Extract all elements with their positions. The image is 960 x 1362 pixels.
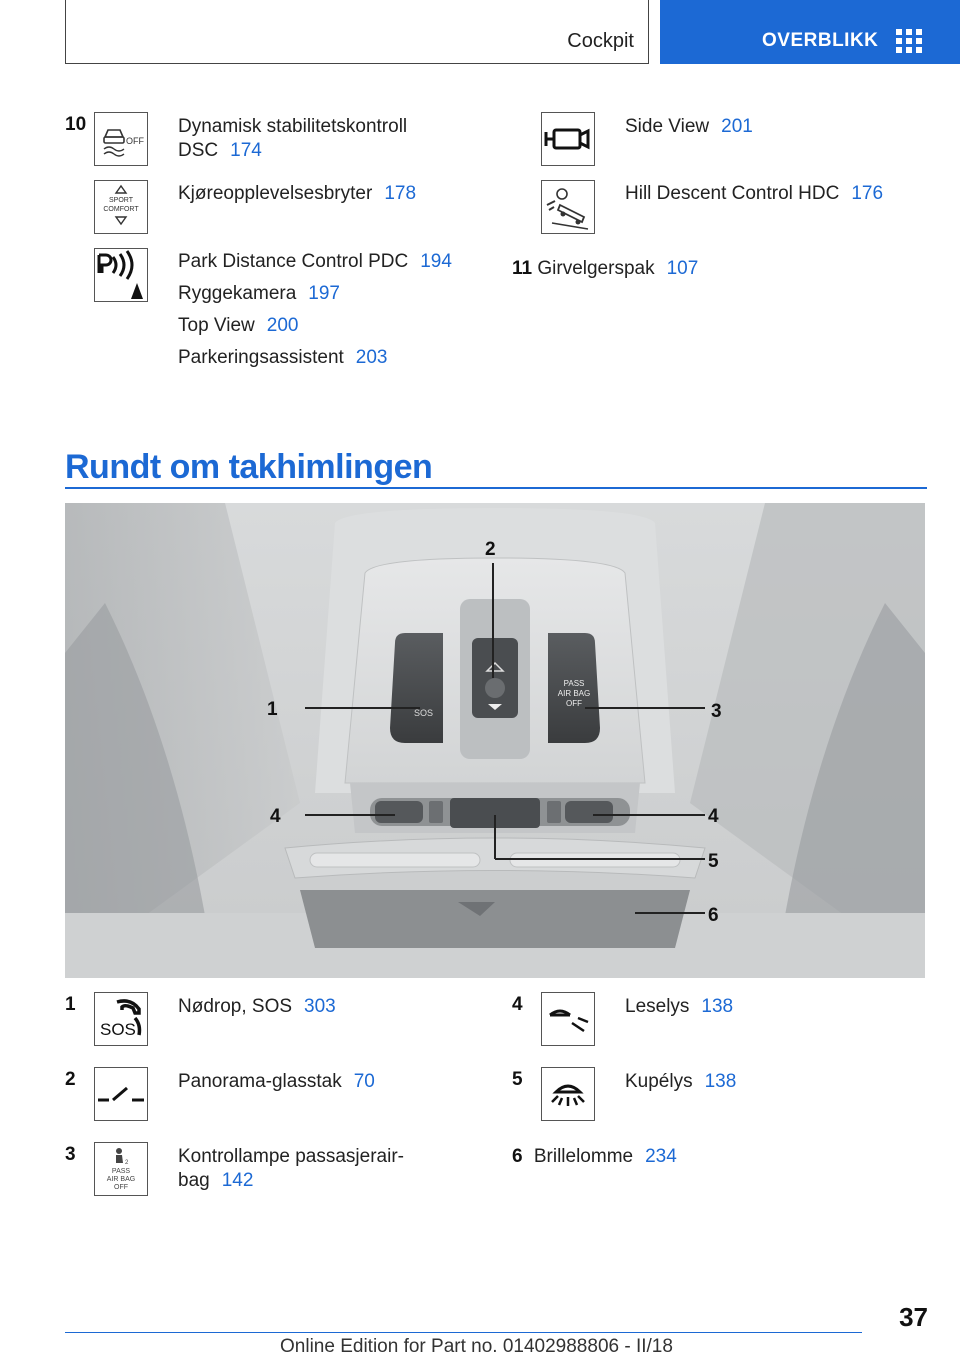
item-number-3: 3	[65, 1144, 76, 1165]
interior-light-page-link[interactable]: 138	[704, 1071, 737, 1092]
drive-switch-row	[178, 181, 416, 206]
callout-4-left: 4	[270, 806, 281, 827]
reading-light-icon	[541, 992, 595, 1046]
svg-text:AIR BAG: AIR BAG	[106, 1176, 136, 1183]
interior-light-row	[625, 1069, 736, 1094]
parking-assistant-label: Parkeringsassistent	[178, 347, 344, 368]
svg-text:OFF: OFF	[114, 1184, 128, 1191]
side-view-camera-icon	[541, 112, 595, 166]
item-number-6: 6	[512, 1146, 523, 1167]
roof-console-photo	[65, 503, 925, 978]
callout-5: 5	[708, 851, 719, 872]
grid-icon	[896, 29, 922, 53]
interior-light-icon	[541, 1067, 595, 1121]
dsc-label-line1: Dynamisk stabilitetskontroll	[178, 116, 408, 137]
hdc-page-link[interactable]: 176	[851, 183, 884, 204]
pdc-row	[178, 249, 452, 274]
overview-tab-label: OVERBLIKK	[762, 30, 879, 51]
item-number-5: 5	[512, 1069, 523, 1090]
callout-2: 2	[485, 539, 496, 560]
hdc-row	[625, 181, 883, 206]
sos-icon	[94, 992, 148, 1046]
callout-6: 6	[708, 905, 719, 926]
svg-text:PASS: PASS	[563, 679, 585, 688]
parking-assistant-row	[178, 345, 388, 370]
hill-descent-icon	[541, 180, 595, 234]
airbag-page-link[interactable]: 142	[221, 1170, 254, 1191]
reverse-camera-row	[178, 281, 340, 306]
header-section-label: Cockpit	[567, 30, 634, 52]
item-number-4: 4	[512, 994, 523, 1015]
sport-comfort-icon	[94, 180, 148, 234]
passenger-airbag-icon	[94, 1142, 148, 1196]
overview-tab[interactable]	[660, 0, 960, 64]
airbag-label-line2-row	[178, 1168, 253, 1193]
side-view-page-link[interactable]: 201	[721, 116, 753, 137]
reverse-camera-label: Ryggekamera	[178, 283, 297, 304]
glasses-holder-row	[512, 1144, 677, 1169]
drive-switch-label: Kjøreopplevelsesbryter	[178, 183, 373, 204]
glasses-holder-label: Brillelomme	[533, 1146, 634, 1167]
gear-selector-label: Girvelgerspak	[537, 258, 655, 279]
drive-switch-page-link[interactable]: 178	[384, 183, 417, 204]
svg-text:OFF: OFF	[566, 699, 582, 708]
svg-text:PASS: PASS	[111, 1168, 131, 1175]
glasses-holder-page-link[interactable]: 234	[645, 1146, 677, 1167]
dsc-label-text: DSC	[178, 140, 219, 161]
dsc-off-icon	[94, 112, 148, 166]
header-bar	[65, 0, 649, 64]
title-divider	[65, 487, 927, 489]
reading-light-label: Leselys	[625, 996, 690, 1017]
svg-text:AIR BAG: AIR BAG	[557, 689, 591, 698]
footer-divider	[65, 1332, 862, 1333]
svg-text:COMFORT: COMFORT	[103, 206, 139, 213]
top-view-page-link[interactable]: 200	[266, 315, 299, 336]
gear-selector-row	[512, 256, 698, 281]
reading-light-page-link[interactable]: 138	[701, 996, 734, 1017]
item-number-10: 10	[65, 114, 87, 135]
sos-row	[178, 994, 336, 1019]
svg-text:SOS: SOS	[100, 1020, 136, 1039]
gear-selector-page-link[interactable]: 107	[666, 258, 699, 279]
reading-light-row	[625, 994, 733, 1019]
item-number-1: 1	[65, 994, 76, 1015]
callout-1: 1	[267, 699, 278, 720]
airbag-label-line2: bag	[178, 1170, 210, 1191]
interior-light-label: Kupélys	[625, 1071, 693, 1092]
panorama-page-link[interactable]: 70	[353, 1071, 375, 1092]
footer-edition: Online Edition for Part no. 01402988806 - II/18	[280, 1336, 673, 1357]
svg-text:OFF: OFF	[126, 136, 144, 146]
callout-3: 3	[711, 701, 722, 722]
page-number: 37	[899, 1302, 928, 1332]
panorama-roof-icon	[94, 1067, 148, 1121]
top-view-row	[178, 313, 298, 338]
sos-label: Nødrop, SOS	[178, 996, 293, 1017]
side-view-row	[625, 114, 753, 139]
svg-text:2: 2	[125, 1160, 129, 1166]
dsc-page-link[interactable]: 174	[230, 140, 262, 161]
airbag-label-line1: Kontrollampe passasjerair-	[178, 1146, 404, 1167]
sos-page-link[interactable]: 303	[304, 996, 336, 1017]
dsc-label-line2	[178, 138, 262, 163]
parking-assistant-page-link[interactable]: 203	[355, 347, 388, 368]
pdc-icon	[94, 248, 148, 302]
top-view-label: Top View	[178, 315, 255, 336]
svg-text:SOS: SOS	[414, 708, 434, 718]
hdc-label: Hill Descent Control HDC	[625, 183, 840, 204]
reverse-camera-page-link[interactable]: 197	[308, 283, 340, 304]
svg-text:SPORT: SPORT	[109, 197, 133, 204]
pdc-page-link[interactable]: 194	[420, 251, 452, 272]
panorama-row	[178, 1069, 375, 1094]
item-number-11: 11	[512, 258, 533, 279]
panorama-label: Panorama-glasstak	[178, 1071, 342, 1092]
pdc-label: Park Distance Control PDC	[178, 251, 409, 272]
section-title: Rundt om takhimlingen	[65, 448, 433, 486]
side-view-label: Side View	[625, 116, 710, 137]
item-number-2: 2	[65, 1069, 76, 1090]
callout-4-right: 4	[708, 806, 719, 827]
